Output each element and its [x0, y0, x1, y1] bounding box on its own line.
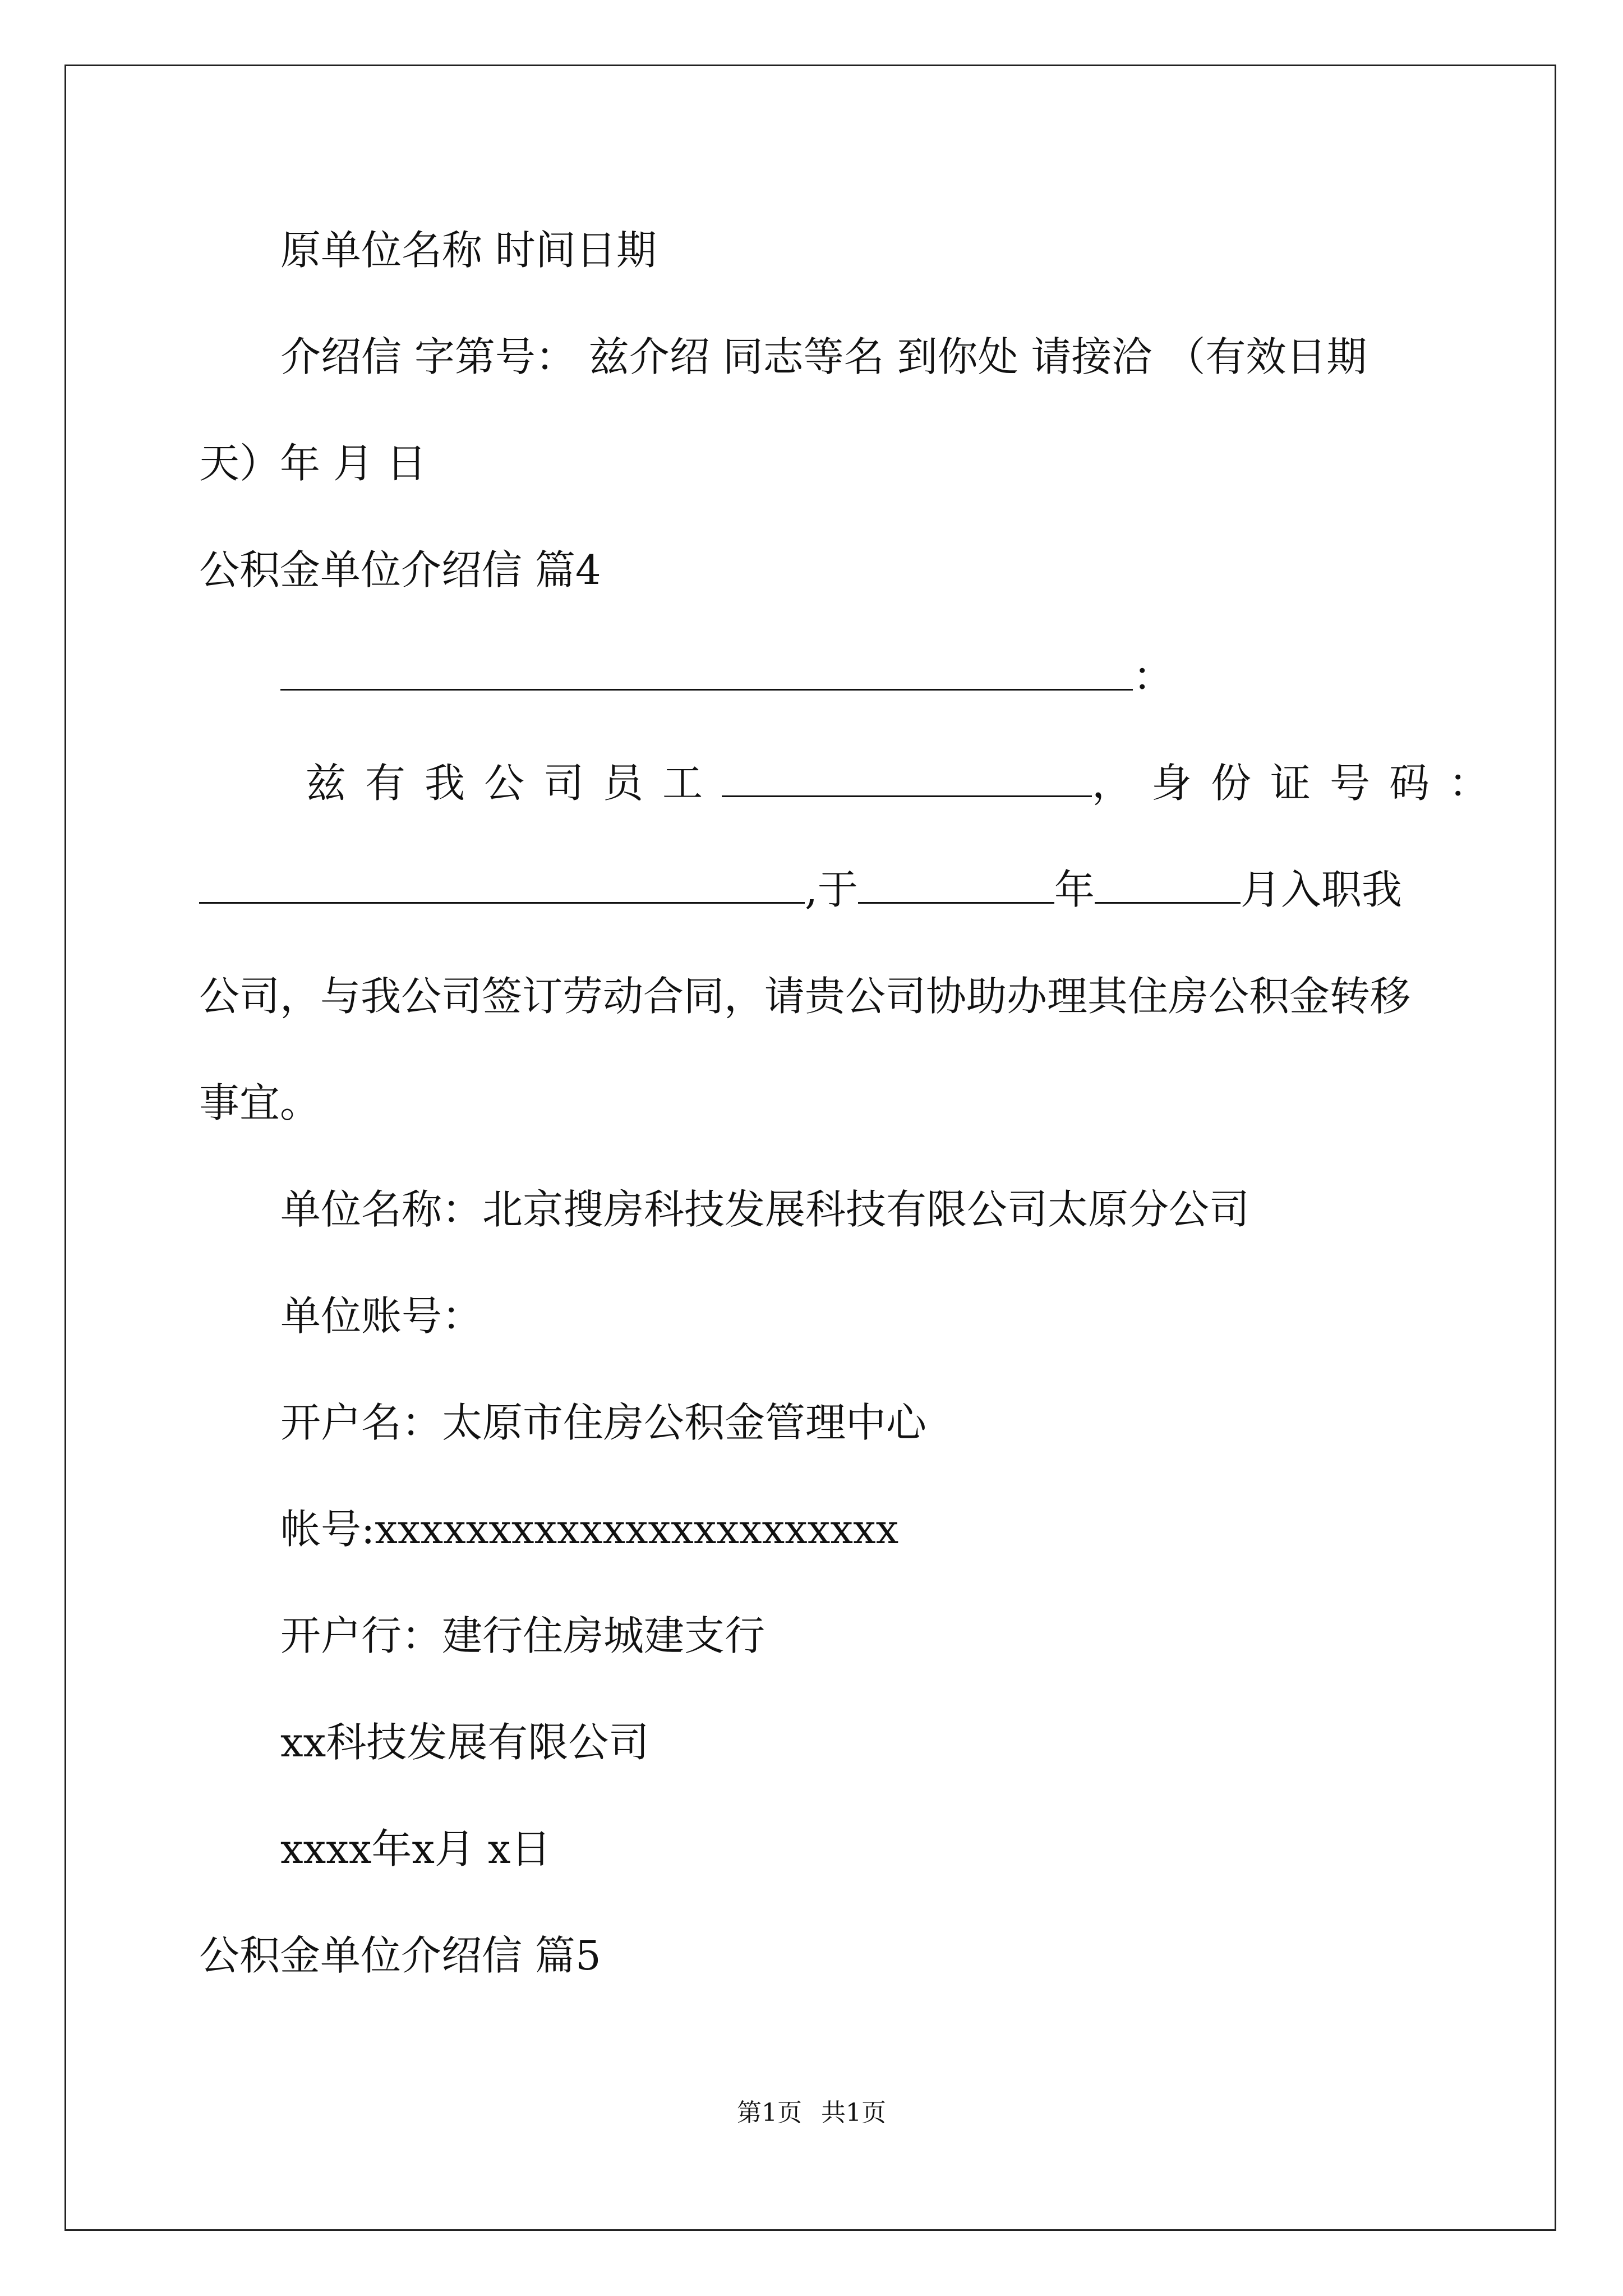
- page-total: 共1页: [821, 2099, 886, 2127]
- intro-id-label: ，身份证号码：: [1092, 760, 1509, 807]
- doc-line-original-unit: 原单位名称 时间日期: [280, 227, 657, 274]
- page-number: 第1页: [737, 2099, 802, 2127]
- intro-prefix: 兹有我公司员工: [306, 760, 722, 807]
- section-heading-4: 公积金单位介绍信 篇4: [199, 546, 601, 593]
- employee-name-blank: [722, 763, 1092, 797]
- addressee-colon: ：: [1133, 653, 1174, 700]
- account-holder-line: 开户名：太原市住房公积金管理中心: [280, 1399, 927, 1446]
- unit-name-line: 单位名称：北京搜房科技发展科技有限公司太原分公司: [280, 1186, 1250, 1233]
- doc-line-contract: 公司，与我公司签订劳动合同，请贵公司协助办理其住房公积金转移: [199, 973, 1411, 1020]
- doc-line-date-validity: 天）年 月 日: [199, 440, 427, 487]
- month-blank: [1095, 869, 1241, 904]
- text-month-join: 月入职我: [1240, 866, 1402, 913]
- doc-line-letter-header: 介绍信 字第号： 兹介绍 同志等名 到你处 请接洽 （有效日期: [280, 333, 1367, 380]
- employee-intro-line: [306, 760, 1509, 807]
- doc-line-matters: 事宜。: [199, 1079, 321, 1126]
- id-number-blank: [199, 869, 805, 904]
- year-blank: [858, 869, 1054, 904]
- addressee-blank: [280, 656, 1133, 691]
- text-year: 年: [1054, 866, 1095, 913]
- account-number-line: 帐号:xxxxxxxxxxxxxxxxxxxxxxx: [280, 1506, 899, 1553]
- bank-line: 开户行：建行住房城建支行: [280, 1612, 766, 1659]
- signature-date-line: xxxx年x月 x日: [280, 1825, 551, 1872]
- company-signature-line: xx科技发展有限公司: [280, 1719, 649, 1766]
- addressee-line: [280, 653, 1174, 700]
- page-border: [64, 65, 1556, 2231]
- id-date-line: [199, 866, 1402, 913]
- text-yu: ,于: [805, 866, 858, 913]
- unit-account-line: 单位账号：: [280, 1292, 483, 1340]
- section-heading-5: 公积金单位介绍信 篇5: [199, 1932, 601, 1979]
- page-footer: [0, 2101, 1623, 2125]
